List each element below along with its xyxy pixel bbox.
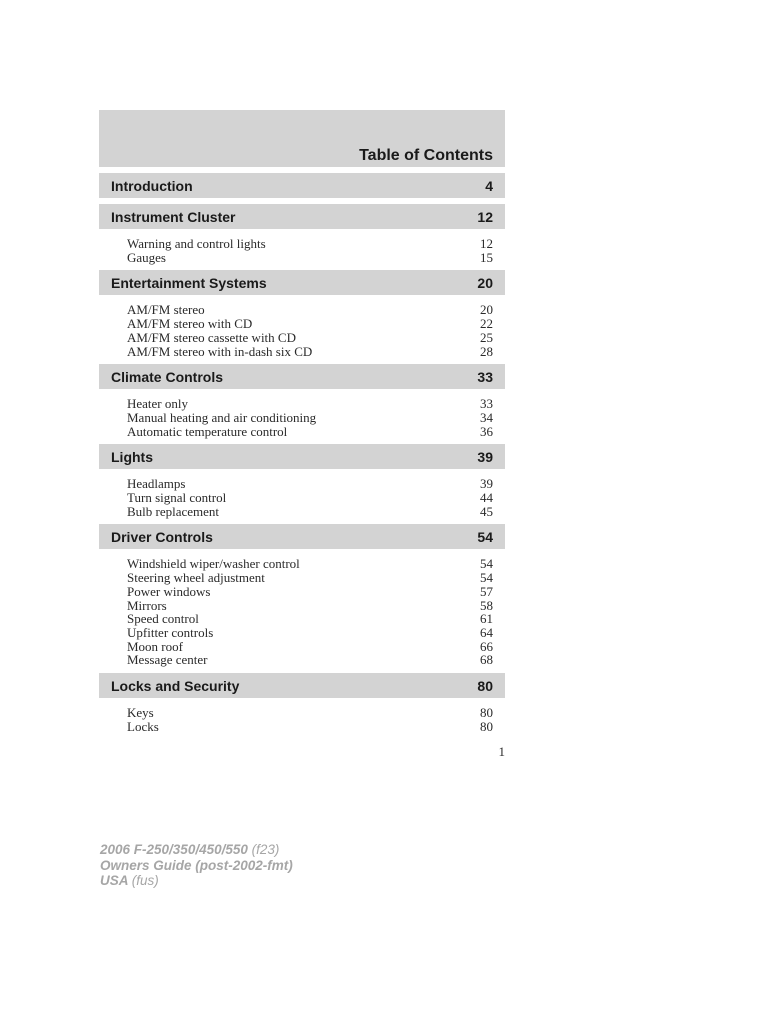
entry-title: Headlamps [127,476,186,492]
entry-page: 44 [480,490,493,506]
footer-model: 2006 F-250/350/450/550 [100,842,248,857]
toc-section-lights [99,444,505,518]
section-page: 33 [477,368,493,385]
entry-page: 64 [480,624,493,640]
entry-page: 68 [480,652,493,668]
entry-title: Manual heating and air conditioning [127,409,317,425]
section-title: Driver Controls [111,528,213,545]
entry-title: Mirrors [127,597,167,613]
entry-title: Automatic temperature control [127,423,288,439]
toc-section-introduction [99,173,505,198]
entry-title: Steering wheel adjustment [127,570,265,586]
entry-page: 80 [480,718,493,734]
subsection-list [99,389,505,438]
footer-line-guide [100,858,293,874]
section-page: 80 [477,677,493,694]
entry-title: Heater only [127,396,189,412]
entry-title: Power windows [127,583,211,599]
toc-entry[interactable] [127,317,493,331]
toc-entry[interactable] [127,425,493,439]
entry-title: AM/FM stereo with CD [127,316,253,332]
entry-page: 61 [480,611,493,627]
document-footer [100,842,293,889]
entry-page: 66 [480,638,493,654]
section-title: Climate Controls [111,368,224,385]
toc-entry[interactable] [127,345,493,359]
entry-page: 36 [480,423,493,439]
section-heading[interactable] [99,524,505,549]
entry-page: 15 [480,249,493,265]
footer-line-region [100,873,293,889]
entry-title: Moon roof [127,638,183,654]
toc-section-driver-controls [99,524,505,667]
toc-entry[interactable] [127,706,493,720]
section-title: Lights [111,448,153,465]
entry-page: 54 [480,570,493,586]
toc-entry[interactable] [127,397,493,411]
toc-entry[interactable] [127,626,493,640]
subsection-list [99,229,505,264]
toc-entry[interactable] [127,585,493,599]
section-heading[interactable] [99,204,505,229]
toc-entry[interactable] [127,599,493,613]
entry-title: Message center [127,652,208,668]
toc-entry[interactable] [127,251,493,265]
section-page: 4 [485,177,493,194]
toc-entry[interactable] [127,237,493,251]
subsection-list [99,469,505,518]
section-heading[interactable] [99,444,505,469]
entry-page: 57 [480,583,493,599]
toc-section-climate-controls [99,364,505,438]
subsection-list [99,549,505,667]
footer-line-model [100,842,293,858]
toc-entry[interactable] [127,505,493,519]
entry-page: 12 [480,236,493,251]
entry-page: 20 [480,302,493,318]
entry-title: Gauges [127,249,166,265]
toc-section-locks-and-security [99,673,505,733]
entry-page: 25 [480,329,493,345]
entry-page: 80 [480,705,493,721]
section-heading[interactable] [99,173,505,198]
entry-page: 54 [480,556,493,572]
entry-title: Bulb replacement [127,503,220,519]
section-page: 39 [477,448,493,465]
subsection-list [99,295,505,358]
entry-title: AM/FM stereo with in-dash six CD [127,343,313,359]
section-page: 12 [477,208,493,225]
toc-entry[interactable] [127,571,493,585]
toc-entry[interactable] [127,653,493,667]
section-heading[interactable] [99,270,505,295]
page-number: 1 [498,744,505,759]
section-heading[interactable] [99,673,505,698]
footer-model-code: (f23) [251,842,280,857]
entry-title: Upfitter controls [127,624,214,640]
toc-entry[interactable] [127,411,493,425]
section-title: Instrument Cluster [111,208,236,225]
section-title: Entertainment Systems [111,274,267,291]
entry-title: Keys [127,705,154,721]
entry-title: Warning and control lights [127,236,266,251]
section-title: Introduction [111,177,193,194]
entry-title: Turn signal control [127,490,227,506]
toc-entry[interactable] [127,491,493,505]
toc-title: Table of Contents [359,147,493,164]
entry-page: 33 [480,396,493,412]
footer-region-code: (fus) [131,873,159,888]
entry-title: Locks [127,718,159,734]
toc-header [99,110,505,167]
subsection-list [99,698,505,733]
footer-region: USA [100,873,129,888]
toc-entry[interactable] [127,612,493,626]
entry-page: 34 [480,409,493,425]
entry-page: 22 [480,316,493,332]
toc-entry[interactable] [127,331,493,345]
section-heading[interactable] [99,364,505,389]
toc-entry[interactable] [127,557,493,571]
footer-guide: Owners Guide (post-2002-fmt) [100,857,293,873]
entry-title: Speed control [127,611,199,627]
entry-title: AM/FM stereo [127,302,205,318]
entry-title: Windshield wiper/washer control [127,556,300,572]
entry-page: 58 [480,597,493,613]
toc-entry[interactable] [127,640,493,654]
entry-page: 28 [480,343,493,359]
toc-section-instrument-cluster [99,204,505,264]
entry-title: AM/FM stereo cassette with CD [127,329,296,345]
section-page: 54 [477,528,493,545]
entry-page: 39 [480,476,493,492]
section-page: 20 [477,274,493,291]
table-of-contents [99,110,505,733]
section-title: Locks and Security [111,677,240,694]
toc-entry[interactable] [127,720,493,734]
toc-entry[interactable] [127,477,493,491]
toc-entry[interactable] [127,303,493,317]
entry-page: 45 [480,503,493,519]
toc-section-entertainment-systems [99,270,505,358]
